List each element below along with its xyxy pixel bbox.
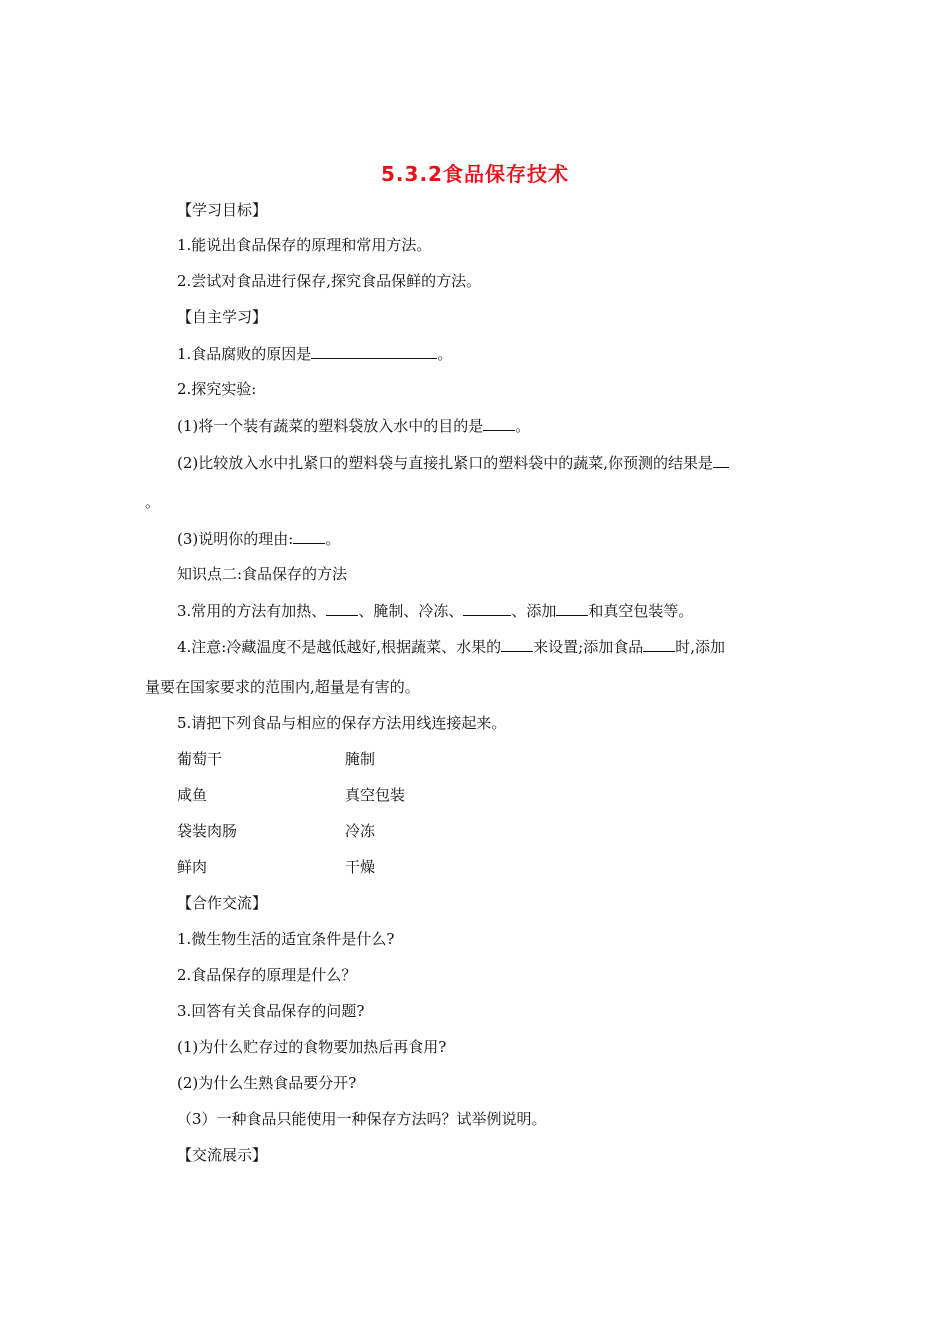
answer-blank[interactable] (293, 528, 325, 544)
knowledge-point-2: 知识点二:食品保存的方法 (177, 565, 348, 583)
match-method-3: 冷冻 (345, 822, 376, 840)
goal-2: 2.尝试对食品进行保存,探究食品保鲜的方法。 (177, 272, 482, 290)
answer-blank[interactable] (501, 636, 533, 652)
answer-blank[interactable] (556, 600, 588, 616)
coop-question-3-3: （3）一种食品只能使用一种保存方法吗？试举例说明。 (177, 1110, 547, 1128)
answer-blank[interactable] (713, 452, 729, 468)
question-2-3 (177, 528, 340, 549)
answer-blank[interactable] (643, 636, 675, 652)
match-food-2: 咸鱼 (177, 786, 208, 804)
question-4-text-c: 时,添加 (675, 638, 725, 656)
match-method-4: 干燥 (345, 858, 376, 876)
goal-1: 1.能说出食品保存的原理和常用方法。 (177, 236, 432, 254)
answer-blank[interactable] (326, 600, 358, 616)
coop-question-3-2: (2)为什么生熟食品要分开? (177, 1074, 357, 1092)
match-food-3: 袋装肉肠 (177, 822, 238, 840)
question-3-text-a: 3.常用的方法有加热、 (177, 602, 327, 620)
question-4-continued: 量要在国家要求的范围内,超量是有害的。 (145, 678, 420, 696)
answer-blank[interactable] (311, 343, 437, 359)
question-3-text-b: 、腌制、冷冻、 (358, 602, 464, 620)
question-2-3-end: 。 (325, 530, 341, 548)
self-study-heading: 【自主学习】 (177, 308, 268, 326)
question-2-1-end: 。 (515, 417, 531, 435)
answer-blank[interactable] (483, 415, 515, 431)
match-method-1: 腌制 (345, 750, 376, 768)
question-2-3-text: (3)说明你的理由: (177, 530, 294, 548)
goals-heading: 【学习目标】 (177, 201, 268, 219)
match-method-2: 真空包装 (345, 786, 406, 804)
question-1-text: 1.食品腐败的原因是 (177, 345, 312, 363)
question-3-text-d: 和真空包装等。 (588, 602, 694, 620)
question-2-2-text: (2)比较放入水中扎紧口的塑料袋与直接扎紧口的塑料袋中的蔬菜,你预测的结果是 (177, 454, 714, 472)
coop-question-1: 1.微生物生活的适宜条件是什么? (177, 930, 395, 948)
coop-question-3-1: (1)为什么贮存过的食物要加热后再食用? (177, 1038, 447, 1056)
question-4 (177, 636, 725, 657)
question-2-1 (177, 415, 530, 436)
show-heading: 【交流展示】 (177, 1146, 268, 1164)
question-1-end: 。 (437, 345, 453, 363)
question-2-2-continued: 。 (145, 493, 161, 511)
question-3-text-c: 、添加 (511, 602, 557, 620)
cooperation-heading: 【合作交流】 (177, 894, 268, 912)
document-title: 5.3.2食品保存技术 (381, 162, 569, 186)
answer-blank[interactable] (463, 600, 511, 616)
match-food-1: 葡萄干 (177, 750, 223, 768)
question-4-text-a: 4.注意:冷藏温度不是越低越好,根据蔬菜、水果的 (177, 638, 502, 656)
question-3 (177, 600, 693, 621)
question-2-1-text: (1)将一个装有蔬菜的塑料袋放入水中的目的是 (177, 417, 484, 435)
question-4-text-b: 来设置;添加食品 (533, 638, 644, 656)
question-2: 2.探究实验: (177, 380, 257, 398)
match-food-4: 鲜肉 (177, 858, 208, 876)
question-2-2 (177, 452, 729, 473)
coop-question-3: 3.回答有关食品保存的问题? (177, 1002, 365, 1020)
question-1 (177, 343, 452, 364)
question-5: 5.请把下列食品与相应的保存方法用线连接起来。 (177, 714, 507, 732)
coop-question-2: 2.食品保存的原理是什么？ (177, 966, 357, 984)
